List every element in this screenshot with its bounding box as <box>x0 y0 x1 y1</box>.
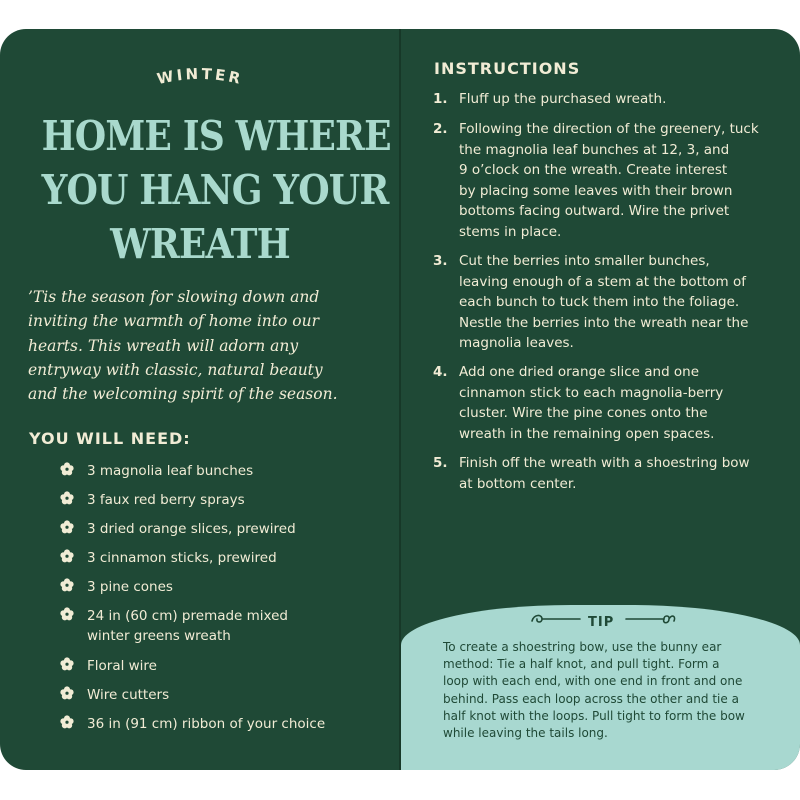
step-text <box>459 89 789 110</box>
tip-label: TIP <box>588 615 615 630</box>
materials-item-line: 3 dried orange slices, prewired <box>87 521 296 537</box>
step-line: leaving enough of a stem at the bottom of <box>459 273 746 290</box>
step-line: the magnolia leaf bunches at 12, 3, and <box>459 141 730 158</box>
flower-bullet-icon <box>60 715 74 729</box>
materials-item-line: Floral wire <box>87 658 157 674</box>
step-line: Add one dried orange slice and one <box>459 364 700 380</box>
step-text <box>459 119 789 243</box>
flower-bullet-icon <box>60 657 74 671</box>
materials-item-line: 24 in (60 cm) premade mixed <box>87 608 289 624</box>
step-text <box>459 251 789 354</box>
materials-item-text <box>87 714 387 734</box>
materials-item-line: 3 cinnamon sticks, prewired <box>87 550 277 566</box>
intro-line: entryway with classic, natural beauty <box>28 360 323 379</box>
materials-item-text <box>87 519 387 539</box>
flower-bullet-icon <box>60 462 74 476</box>
instructions-heading: INSTRUCTIONS <box>434 59 581 78</box>
tip-line: while leaving the tails long. <box>443 726 608 741</box>
step-line: magnolia leaves. <box>459 335 574 352</box>
step-text <box>459 453 789 494</box>
flower-bullet-icon <box>60 607 74 621</box>
materials-item-text <box>87 490 387 510</box>
step-line: Fluff up the purchased wreath. <box>459 91 667 107</box>
materials-item-line: 3 magnolia leaf bunches <box>87 463 254 479</box>
step-line: Finish off the wreath with a shoestring bow <box>459 455 750 471</box>
intro-line: hearts. This wreath will adorn any <box>28 336 299 355</box>
book-spread <box>0 29 800 770</box>
materials-item-line: winter greens wreath <box>87 628 231 644</box>
tip-line: To create a shoestring bow, use the bunny ear <box>443 640 722 654</box>
tip-text <box>443 639 788 742</box>
materials-item-line: Wire cutters <box>87 687 170 703</box>
tip-line: method: Tie a half knot, and pull tight. Form a <box>443 657 720 672</box>
tip-line: loop with each end, with one end in front and one <box>443 674 743 689</box>
intro-line: ’Tis the season for slowing down and <box>28 288 320 306</box>
step-number: 3. <box>433 253 448 269</box>
svg-text:WINTER: WINTER <box>155 64 245 87</box>
flower-bullet-icon <box>60 578 74 592</box>
step-line: at bottom center. <box>459 475 577 492</box>
intro-line: inviting the warmth of home into our <box>28 312 319 331</box>
tip-line: half knot with the loops. Pull tight to form the bow <box>443 708 745 723</box>
materials-item-text <box>87 606 387 646</box>
intro-line: and the welcoming spirit of the season. <box>28 385 338 404</box>
step-number: 2. <box>433 121 448 137</box>
materials-item-text <box>87 577 387 597</box>
flower-bullet-icon <box>60 520 74 534</box>
step-line: cluster. Wire the pine cones onto the <box>459 405 708 422</box>
step-text <box>459 362 789 444</box>
season-arc-text <box>150 63 250 87</box>
step-line: Cut the berries into smaller bunches, <box>459 253 710 269</box>
page-title <box>41 109 391 271</box>
step-line: stems in place. <box>459 223 562 240</box>
title-line: YOU HANG YOUR <box>41 166 389 214</box>
step-line: wreath in the remaining open spaces. <box>459 425 715 442</box>
title-line: WREATH <box>110 220 290 268</box>
step-line: each bunch to tuck them into the foliage. <box>459 294 740 311</box>
step-line: cinnamon stick to each magnolia-berry <box>459 384 724 401</box>
materials-item-text <box>87 548 387 568</box>
step-number: 1. <box>433 91 448 107</box>
flower-bullet-icon <box>60 491 74 505</box>
step-number: 4. <box>433 364 448 380</box>
season-label <box>150 63 250 91</box>
step-line: by placing some leaves with their brown <box>459 182 733 199</box>
materials-item-text <box>87 461 387 481</box>
step-line: bottoms facing outward. Wire the privet <box>459 203 730 220</box>
materials-item-text <box>87 685 387 705</box>
materials-item-line: 36 in (91 cm) ribbon of your choice <box>87 716 326 732</box>
step-line: Following the direction of the greenery, tuck <box>459 121 759 137</box>
step-line: Nestle the berries into the wreath near the <box>459 314 749 331</box>
materials-item-line: 3 pine cones <box>87 579 173 595</box>
tip-line: behind. Pass each loop across the other and tie a <box>443 691 739 706</box>
materials-item-text <box>87 656 387 676</box>
intro-paragraph <box>28 285 378 406</box>
step-number: 5. <box>433 455 448 471</box>
step-line: 9 o’clock on the wreath. Create interest <box>459 162 728 179</box>
materials-heading: YOU WILL NEED: <box>29 429 191 448</box>
flower-bullet-icon <box>60 549 74 563</box>
title-line: HOME IS WHERE <box>41 112 391 160</box>
flower-bullet-icon <box>60 686 74 700</box>
materials-item-line: 3 faux red berry sprays <box>87 492 245 508</box>
